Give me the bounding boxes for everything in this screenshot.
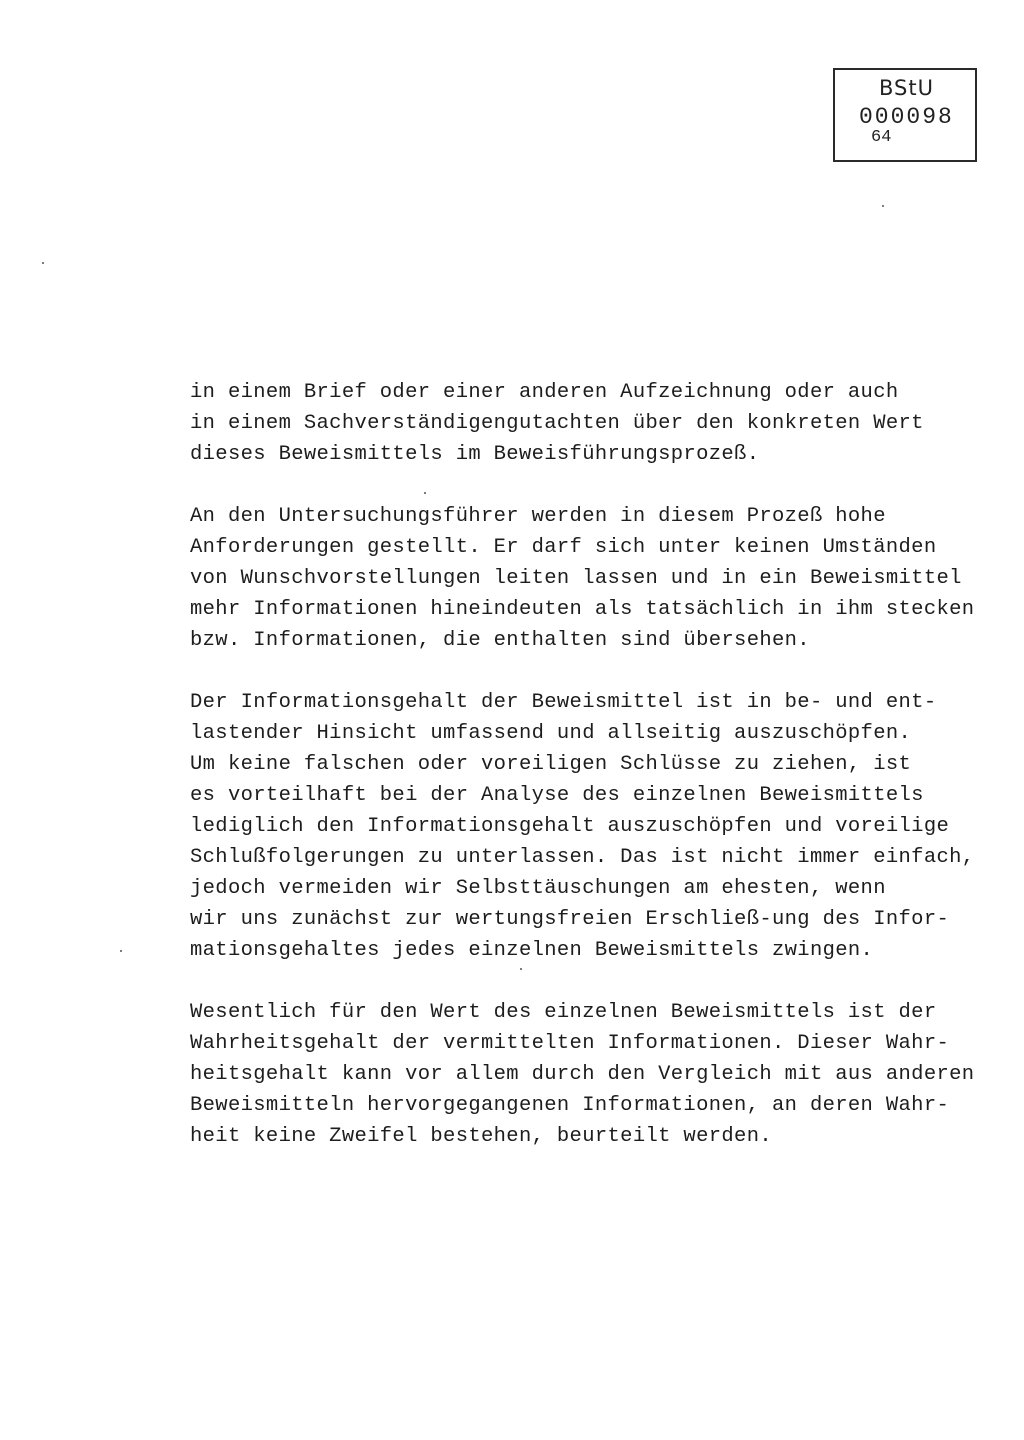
text-line: bzw. Informationen, die enthalten sind übersehen. [190, 629, 810, 652]
text-line: wir uns zunächst zur wertungsfreien Erschließ-ung des Infor- [190, 908, 950, 931]
text-line: heitsgehalt kann vor allem durch den Vergleich mit aus anderen [190, 1063, 975, 1086]
stamp-number: 000098 [859, 104, 954, 130]
scan-speck [42, 262, 44, 264]
archive-stamp [833, 68, 977, 162]
paragraph-3 [190, 687, 980, 966]
text-line: es vorteilhaft bei der Analyse des einzelnen Beweismittels [190, 784, 924, 807]
stamp-organization: BStU [879, 76, 934, 100]
text-line: Wahrheitsgehalt der vermittelten Informationen. Dieser Wahr- [190, 1032, 950, 1055]
text-line: in einem Brief oder einer anderen Aufzeichnung oder auch [190, 381, 899, 404]
text-line: in einem Sachverständigengutachten über den konkreten Wert [190, 412, 924, 435]
text-line: Um keine falschen oder voreiligen Schlüsse zu ziehen, ist [190, 753, 912, 776]
paragraph-2 [190, 501, 980, 656]
paragraph-1 [190, 377, 980, 470]
paragraph-4 [190, 997, 980, 1152]
text-line: mehr Informationen hineindeuten als tatsächlich in ihm stecken [190, 598, 975, 621]
text-line: lastender Hinsicht umfassend und allseitig auszuschöpfen. [190, 722, 912, 745]
text-line: von Wunschvorstellungen leiten lassen und in ein Beweismittel [190, 567, 962, 590]
text-line: Wesentlich für den Wert des einzelnen Beweismittels ist der [190, 1001, 937, 1024]
text-line: heit keine Zweifel bestehen, beurteilt werden. [190, 1125, 772, 1148]
document-body [190, 377, 980, 1183]
text-line: dieses Beweismittels im Beweisführungsprozeß. [190, 443, 760, 466]
text-line: Anforderungen gestellt. Er darf sich unter keinen Umständen [190, 536, 937, 559]
text-line: lediglich den Informationsgehalt auszuschöpfen und voreilige [190, 815, 950, 838]
text-line: Beweismitteln hervorgegangenen Informationen, an deren Wahr- [190, 1094, 950, 1117]
text-line: jedoch vermeiden wir Selbsttäuschungen am ehesten, wenn [190, 877, 886, 900]
scan-speck [882, 205, 884, 207]
text-line: An den Untersuchungsführer werden in diesem Prozeß hohe [190, 505, 886, 528]
text-line: Schlußfolgerungen zu unterlassen. Das ist nicht immer einfach, [190, 846, 975, 869]
scan-speck [120, 950, 122, 952]
text-line: Der Informationsgehalt der Beweismittel ist in be- und ent- [190, 691, 937, 714]
stamp-page-number: 64 [871, 128, 892, 147]
text-line: mationsgehaltes jedes einzelnen Beweismittels zwingen. [190, 939, 874, 962]
